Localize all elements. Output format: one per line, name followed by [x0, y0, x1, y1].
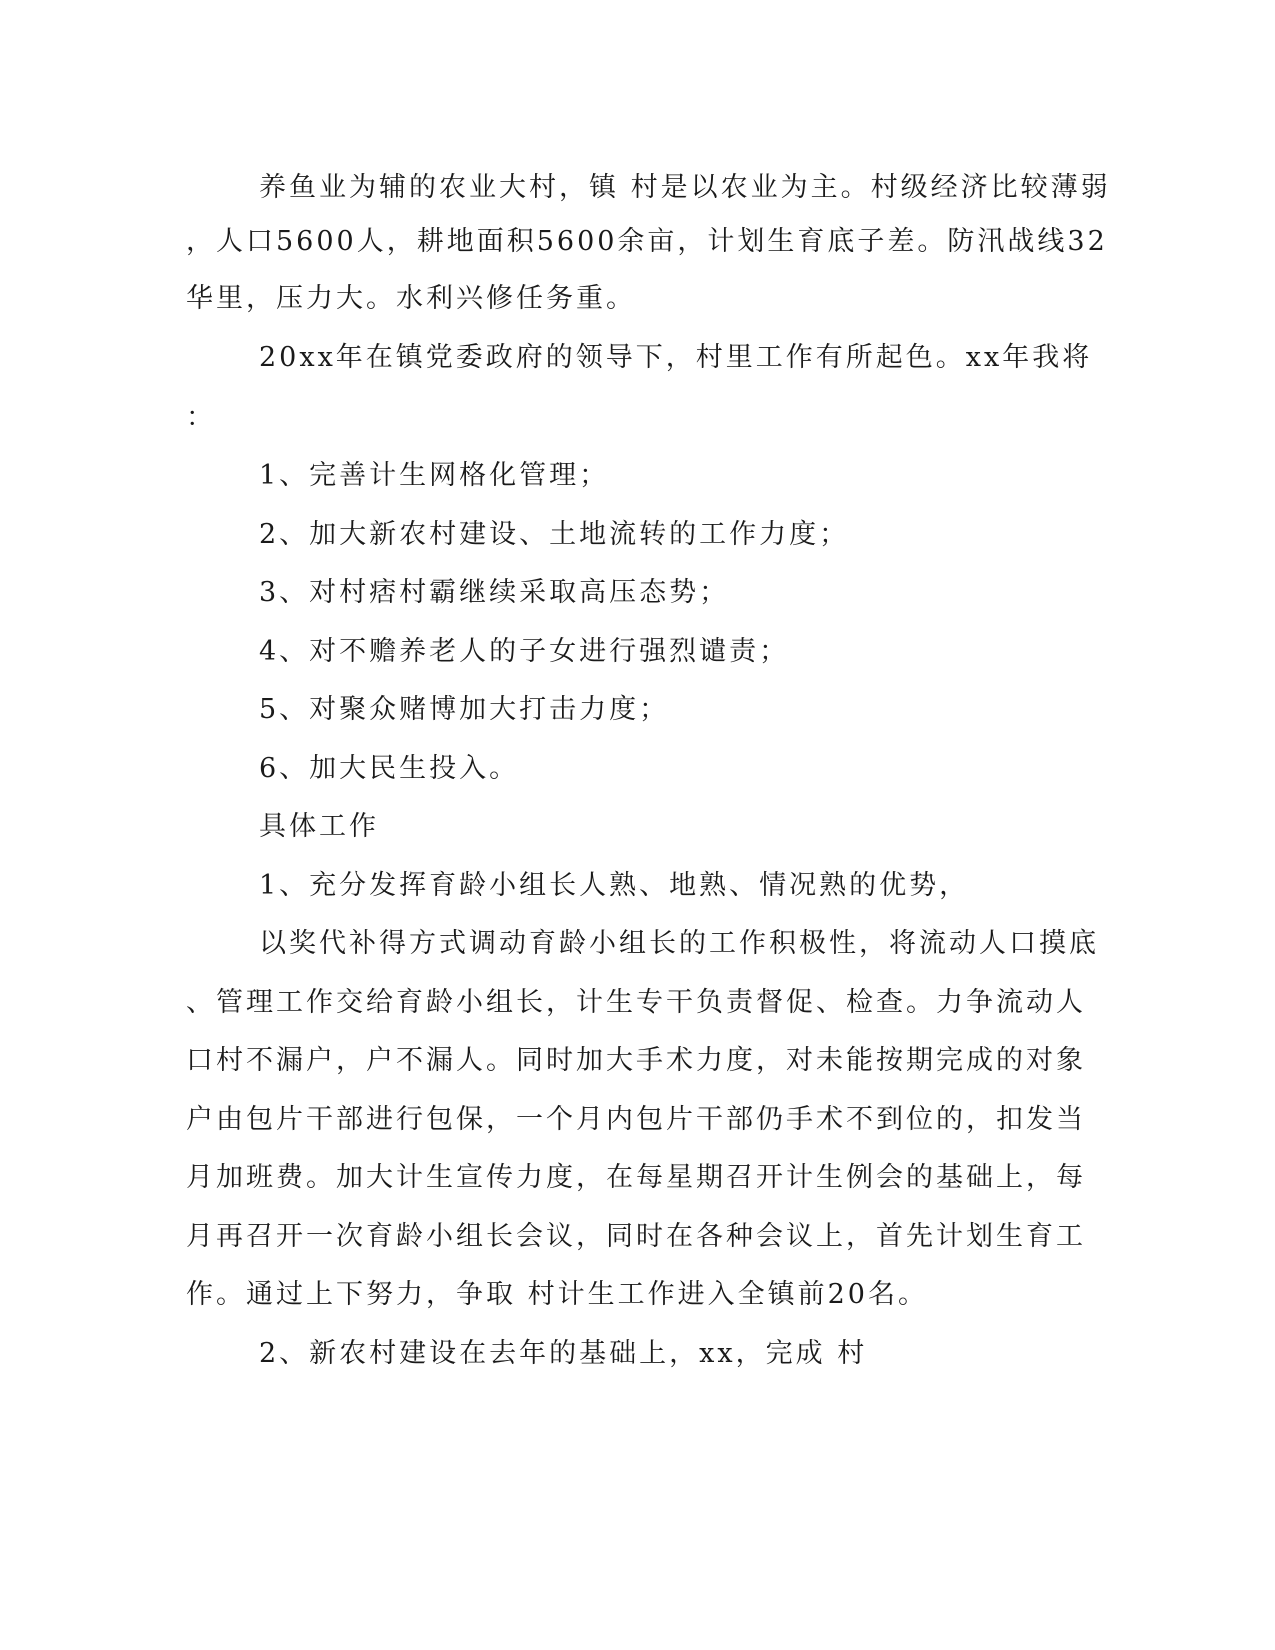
paragraph-line: 作。通过上下努力，争取 村计生工作进入全镇前20名。 — [186, 1279, 928, 1310]
paragraph-line: 户由包片干部进行包保，一个月内包片干部仍手术不到位的，扣发当 — [186, 1104, 1086, 1135]
section-heading: 具体工作 — [259, 811, 379, 842]
paragraph-line: 、管理工作交给育龄小组长，计生专干负责督促、检查。力争流动人 — [186, 987, 1086, 1018]
list-item: 5、对聚众赌博加大打击力度； — [259, 694, 670, 725]
paragraph-line: 20xx年在镇党委政府的领导下，村里工作有所起色。xx年我将 — [259, 342, 1093, 373]
paragraph-line: 月再召开一次育龄小组长会议，同时在各种会议上，首先计划生育工 — [186, 1221, 1086, 1252]
paragraph-line: ，人口5600人，耕地面积5600余亩，计划生育底子差。防汛战线32 — [186, 226, 1108, 257]
paragraph-line: 养鱼业为辅的农业大村，镇 村是以农业为主。村级经济比较薄弱 — [259, 172, 1111, 203]
paragraph-line: 华里，压力大。水利兴修任务重。 — [186, 283, 636, 314]
paragraph-line: ： — [186, 402, 216, 433]
list-item: 4、对不赡养老人的子女进行强烈谴责； — [259, 636, 790, 667]
list-item: 6、加大民生投入。 — [259, 753, 520, 784]
paragraph-line: 口村不漏户，户不漏人。同时加大手术力度，对未能按期完成的对象 — [186, 1045, 1086, 1076]
list-item: 2、加大新农村建设、土地流转的工作力度； — [259, 519, 850, 550]
list-item: 1、充分发挥育龄小组长人熟、地熟、情况熟的优势， — [259, 870, 970, 901]
list-item: 3、对村痞村霸继续采取高压态势； — [259, 577, 730, 608]
paragraph-line: 月加班费。加大计生宣传力度，在每星期召开计生例会的基础上，每 — [186, 1162, 1086, 1193]
list-item: 1、完善计生网格化管理； — [259, 460, 610, 491]
list-item: 2、新农村建设在去年的基础上，xx，完成 村 — [259, 1338, 868, 1369]
paragraph-line: 以奖代补得方式调动育龄小组长的工作积极性，将流动人口摸底 — [259, 928, 1099, 959]
